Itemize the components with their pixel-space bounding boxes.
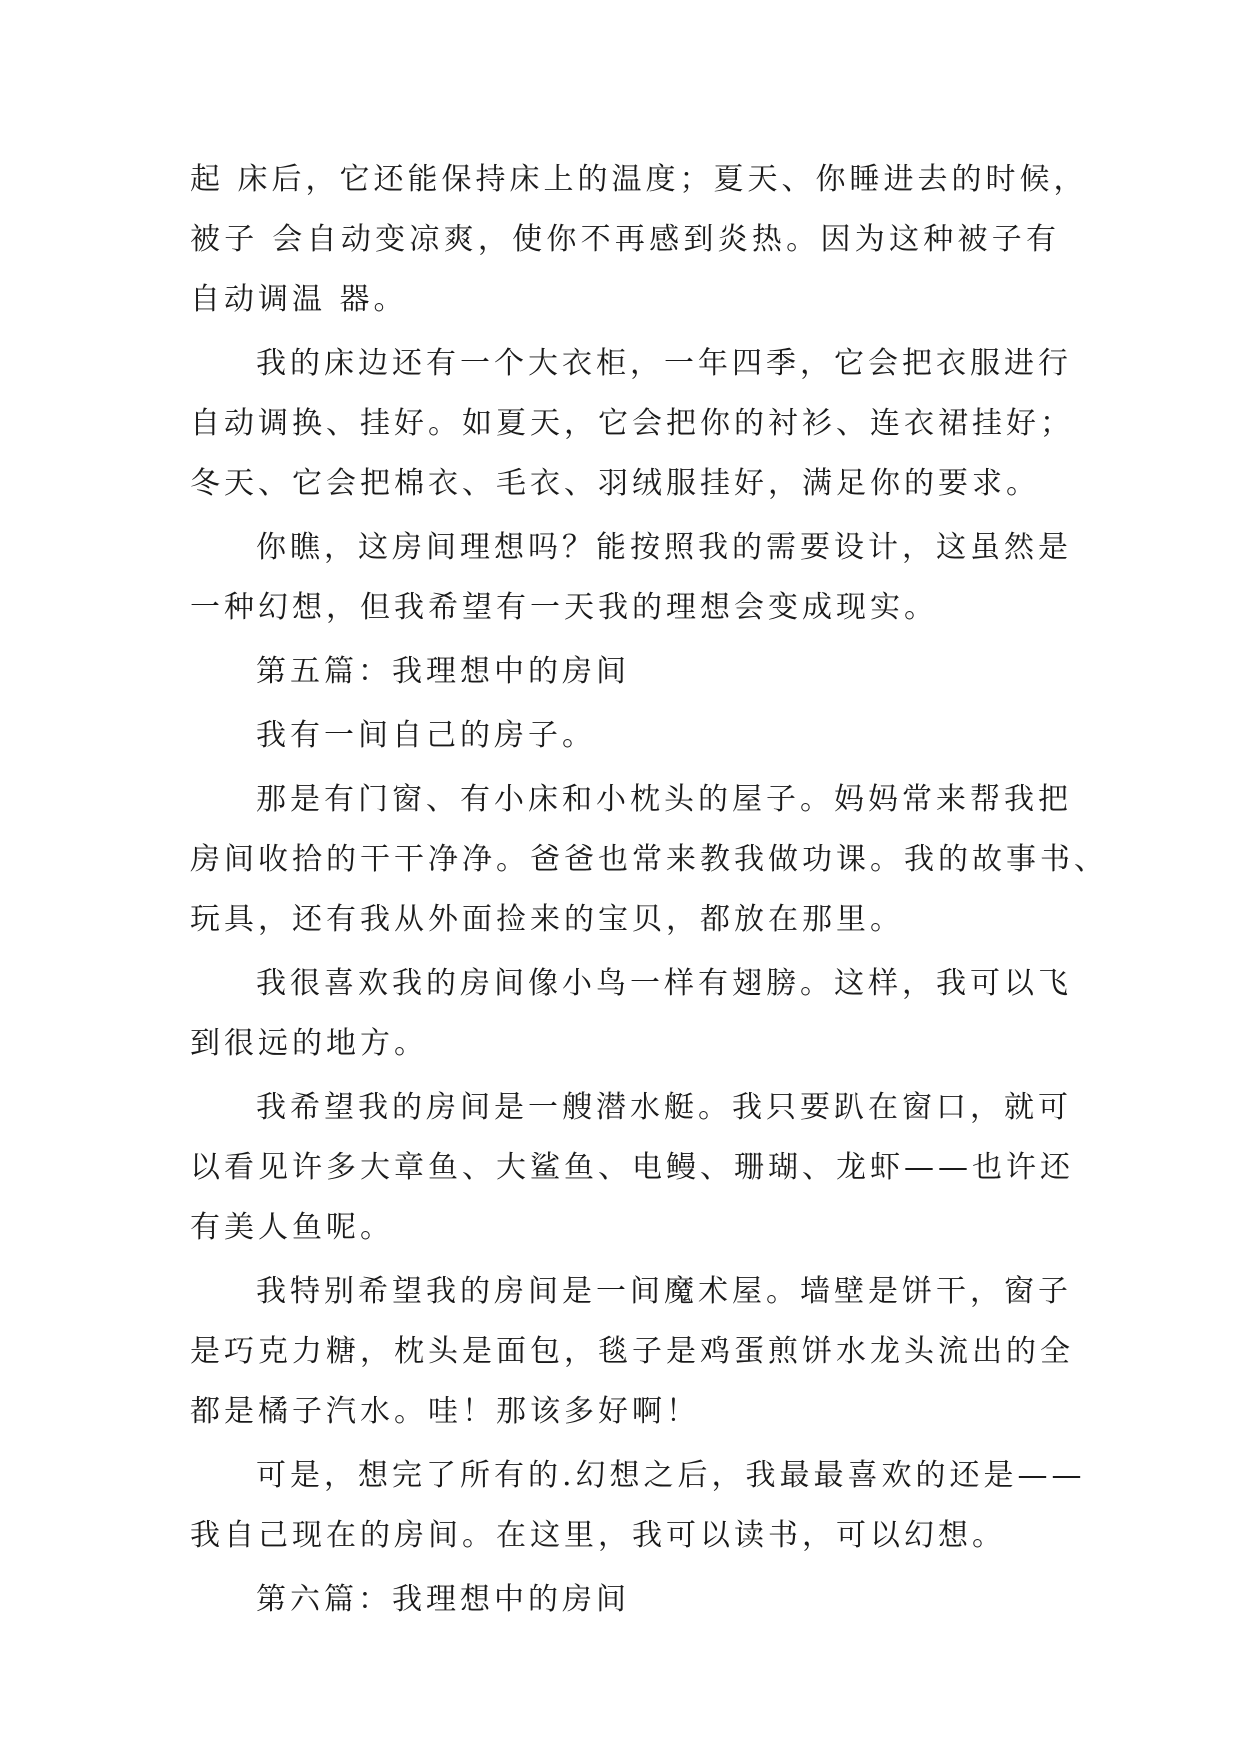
text-line: 有美人鱼呢。 (190, 1210, 394, 1245)
text-line: 自动调换、挂好。如夏天，它会把你的衬衫、连衣裙挂好； (190, 406, 1074, 441)
text-line: 我很喜欢我的房间像小鸟一样有翅膀。这样，我可以飞 (256, 966, 1072, 1001)
text-line: 冬天、它会把棉衣、毛衣、羽绒服挂好，满足你的要求。 (190, 466, 1040, 501)
paragraph (190, 1446, 1086, 1566)
paragraph (190, 1078, 1074, 1258)
section-heading (190, 1570, 1060, 1630)
text-line: 一种幻想，但我希望有一天我的理想会变成现实。 (190, 590, 938, 625)
document-body (190, 150, 1108, 1634)
section-heading (190, 642, 1060, 702)
paragraph (190, 518, 1072, 638)
text-line: 被子 会自动变凉爽，使你不再感到炎热。因为这种被子有 (190, 222, 1060, 257)
text-line: 可是，想完了所有的.幻想之后，我最最喜欢的还是—— (256, 1458, 1086, 1493)
text-line: 玩具，还有我从外面捡来的宝贝，都放在那里。 (190, 902, 904, 937)
paragraph (190, 706, 1060, 766)
paragraph (190, 954, 1072, 1074)
heading-text: 第五篇：我理想中的房间 (256, 654, 630, 689)
text-line: 我希望我的房间是一艘潜水艇。我只要趴在窗口，就可 (256, 1090, 1072, 1125)
paragraph (190, 1262, 1074, 1442)
paragraph (190, 770, 1108, 950)
text-line: 自动调温 器。 (190, 282, 408, 317)
text-line: 你瞧，这房间理想吗？能按照我的需要设计，这虽然是 (256, 530, 1072, 565)
text-line: 起 床后，它还能保持床上的温度；夏天、你睡进去的时候， (190, 162, 1088, 197)
paragraph (190, 150, 1088, 330)
text-line: 我有一间自己的房子。 (256, 718, 596, 753)
text-line: 是巧克力糖，枕头是面包，毯子是鸡蛋煎饼水龙头流出的全 (190, 1334, 1074, 1369)
text-line: 我的床边还有一个大衣柜，一年四季，它会把衣服进行 (256, 346, 1072, 381)
text-line: 都是橘子汽水。哇！那该多好啊！ (190, 1394, 700, 1429)
text-line: 到很远的地方。 (190, 1026, 428, 1061)
paragraph (190, 334, 1074, 514)
text-line: 以看见许多大章鱼、大鲨鱼、电鳗、珊瑚、龙虾——也许还 (190, 1150, 1074, 1185)
text-line: 那是有门窗、有小床和小枕头的屋子。妈妈常来帮我把 (256, 782, 1072, 817)
text-line: 我自己现在的房间。在这里，我可以读书，可以幻想。 (190, 1518, 1006, 1553)
heading-text: 第六篇：我理想中的房间 (256, 1582, 630, 1617)
text-line: 房间收拾的干干净净。爸爸也常来教我做功课。我的故事书、 (190, 842, 1108, 877)
text-line: 我特别希望我的房间是一间魔术屋。墙壁是饼干，窗子 (256, 1274, 1072, 1309)
